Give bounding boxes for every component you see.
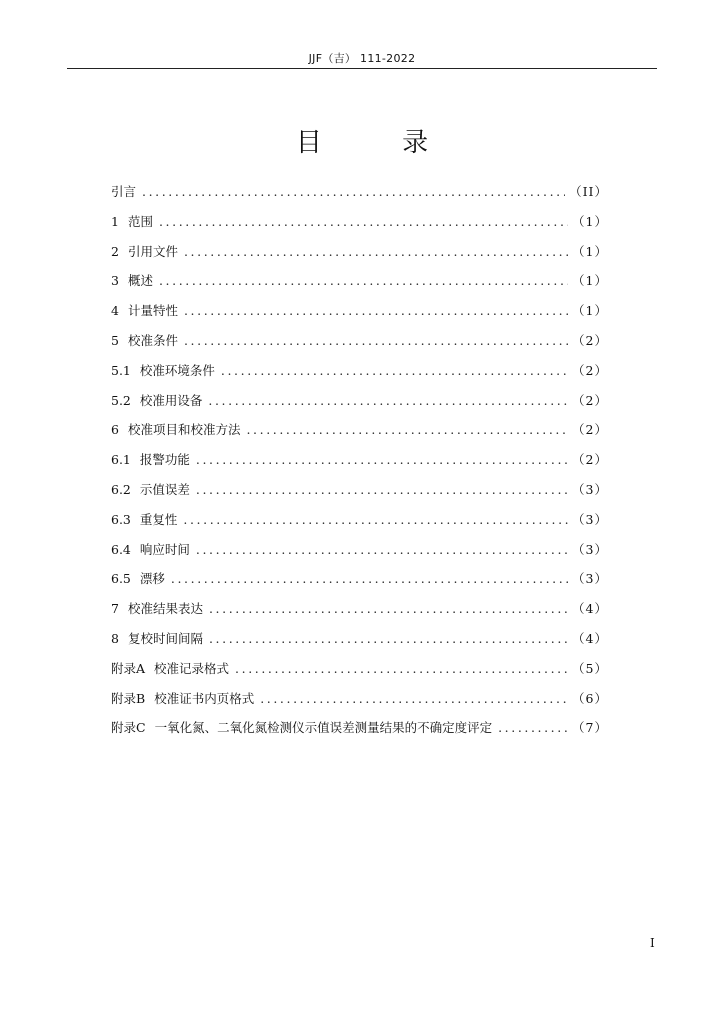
- toc-entry-page: （1）: [572, 213, 608, 229]
- toc-entry-label: 校准用设备: [139, 392, 203, 408]
- toc-dot-leader: [196, 482, 568, 497]
- toc-entry[interactable]: [111, 420, 608, 450]
- toc-dot-leader: [184, 303, 568, 318]
- toc-entry[interactable]: [111, 510, 608, 540]
- page-title: 目 录: [295, 128, 465, 158]
- page-number: I: [650, 936, 655, 950]
- toc-entry[interactable]: [111, 480, 608, 510]
- toc-entry-page: （2）: [572, 422, 608, 438]
- toc-dot-leader: [142, 184, 565, 199]
- toc-entry-page: （2）: [572, 332, 608, 348]
- running-header: JJF（吉） 111-2022: [308, 52, 416, 65]
- toc-entry-number: 5.2: [111, 392, 131, 408]
- toc-entry-label: 校准结果表达: [127, 601, 203, 617]
- toc-entry[interactable]: [111, 301, 608, 331]
- toc-dot-leader: [183, 512, 568, 527]
- toc-entry-page: （2）: [572, 362, 608, 378]
- toc-dot-leader: [196, 542, 568, 557]
- header-rule: [67, 68, 657, 69]
- toc-entry[interactable]: [111, 212, 608, 242]
- toc-entry-page: （5）: [572, 660, 608, 676]
- toc-entry-number: 7: [111, 601, 119, 617]
- toc-entry-page: （II）: [569, 184, 608, 199]
- toc-entry-label: 计量特性: [127, 303, 178, 319]
- toc-entry[interactable]: [111, 659, 608, 689]
- toc-dot-leader: [159, 214, 568, 229]
- toc-entry-label: 校准证书内页格式: [154, 690, 255, 706]
- toc-entry-number: 2: [111, 243, 119, 259]
- toc-dot-leader: [221, 363, 568, 378]
- toc-entry-number: 6.1: [111, 452, 131, 468]
- toc-entry-number: 附录B: [111, 690, 146, 706]
- toc-entry-number: 附录A: [111, 660, 146, 676]
- toc-entry-page: （3）: [572, 541, 608, 557]
- toc-entry-label: 范围: [127, 213, 153, 229]
- toc-entry-number: 附录C: [111, 720, 146, 736]
- toc-entry-page: （2）: [572, 392, 608, 408]
- toc-entry-number: 6.5: [111, 571, 131, 587]
- toc-entry[interactable]: [111, 331, 608, 361]
- toc-entry-page: （2）: [572, 452, 608, 468]
- toc-dot-leader: [159, 273, 568, 288]
- toc-entry[interactable]: [111, 450, 608, 480]
- toc-entry-label: 概述: [127, 273, 153, 289]
- toc-entry-label: 引用文件: [127, 243, 178, 259]
- toc-dot-leader: [246, 422, 568, 437]
- toc-entry-number: 6.4: [111, 541, 131, 557]
- toc-entry[interactable]: [111, 599, 608, 629]
- toc-entry[interactable]: [111, 391, 608, 421]
- toc-entry-page: （4）: [572, 601, 608, 617]
- toc-entry-page: （7）: [572, 720, 608, 736]
- toc-entry-label: 示值误差: [139, 481, 190, 497]
- toc-entry-label: 校准项目和校准方法: [127, 422, 241, 438]
- toc-entry-label: 复校时间间隔: [127, 630, 203, 646]
- toc-dot-leader: [209, 631, 568, 646]
- toc-entry[interactable]: [111, 689, 608, 719]
- toc-entry[interactable]: [111, 569, 608, 599]
- toc-entry-page: （3）: [572, 481, 608, 497]
- toc-entry-page: （6）: [572, 690, 608, 706]
- toc-dot-leader: [209, 601, 568, 616]
- toc-entry[interactable]: [111, 361, 608, 391]
- toc-entry-number: 1: [111, 213, 119, 229]
- toc-entry-label: 报警功能: [139, 452, 190, 468]
- toc-entry-label: 漂移: [139, 571, 165, 587]
- toc-entry-number: 5.1: [111, 362, 131, 378]
- toc-entry-label: 校准条件: [127, 332, 178, 348]
- toc-entry-page: （3）: [572, 571, 608, 587]
- toc-entry[interactable]: [111, 242, 608, 272]
- toc-entry[interactable]: [111, 271, 608, 301]
- toc-entry-number: 6: [111, 422, 119, 438]
- toc-dot-leader: [196, 452, 568, 467]
- toc-entry[interactable]: [111, 540, 608, 570]
- toc-entry-number: 8: [111, 630, 119, 646]
- toc-entry[interactable]: [111, 182, 608, 212]
- toc-entry-number: 6.2: [111, 481, 131, 497]
- toc-entry-label: 校准环境条件: [139, 362, 215, 378]
- toc-entry-label: 重复性: [139, 511, 178, 527]
- toc-entry-number: 4: [111, 303, 119, 319]
- toc-entry-label: 校准记录格式: [154, 660, 230, 676]
- toc-entry-label: 一氧化氮、二氧化氮检测仪示值误差测量结果的不确定度评定: [154, 720, 493, 736]
- toc-entry-page: （1）: [572, 273, 608, 289]
- toc-entry-page: （1）: [572, 243, 608, 259]
- toc-dot-leader: [235, 661, 568, 676]
- toc-dot-leader: [184, 333, 568, 348]
- toc-entry-page: （1）: [572, 303, 608, 319]
- toc-entry-page: （3）: [572, 511, 608, 527]
- toc-dot-leader: [260, 691, 568, 706]
- toc-entry-page: （4）: [572, 630, 608, 646]
- toc-entry-number: 6.3: [111, 511, 131, 527]
- toc-dot-leader: [208, 393, 568, 408]
- toc-dot-leader: [184, 244, 568, 259]
- toc-entry-number: 3: [111, 273, 119, 289]
- toc-entry-number: 5: [111, 332, 119, 348]
- toc-dot-leader: [498, 720, 568, 735]
- toc-entry[interactable]: [111, 718, 608, 748]
- toc-entry-label: 响应时间: [139, 541, 190, 557]
- table-of-contents: [111, 182, 608, 748]
- toc-entry[interactable]: [111, 629, 608, 659]
- toc-dot-leader: [171, 571, 568, 586]
- toc-entry-label: 引言: [111, 184, 137, 199]
